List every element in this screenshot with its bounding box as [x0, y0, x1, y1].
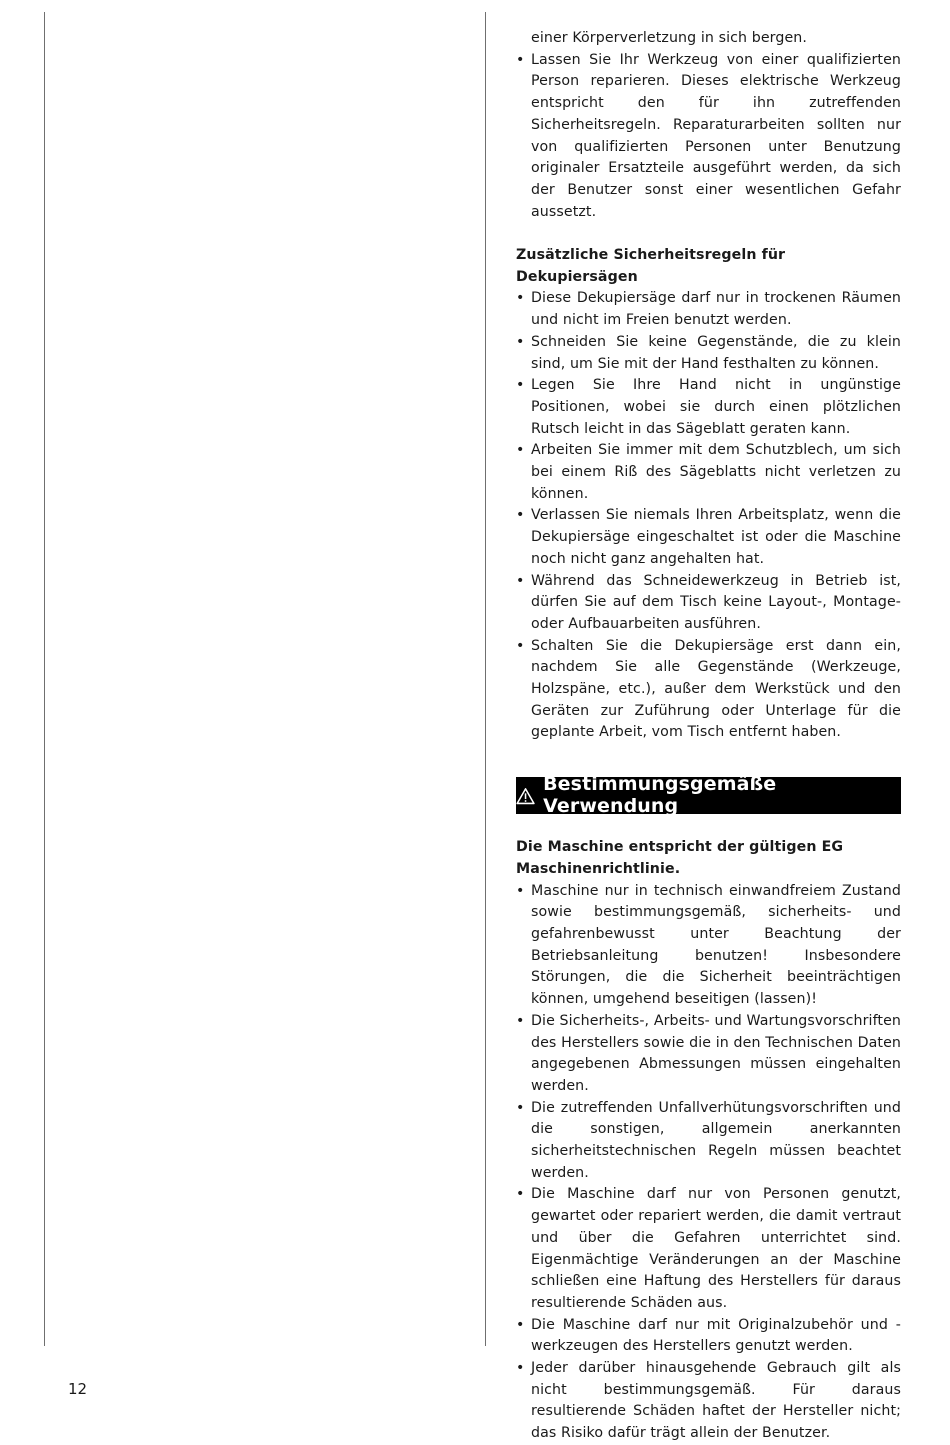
intro-continuation: einer Körperverletzung in sich bergen.: [531, 30, 807, 46]
spacer: [516, 814, 901, 837]
list-item: • Jeder darüber hinausgehende Gebrauch gilt als nicht bestimmungsgemäß. Für daraus resultierende Schäden haftet der Hersteller nicht; das Risiko dafür trägt allein der Benutzer.: [516, 1358, 901, 1445]
page-number: 12: [68, 1380, 88, 1398]
list-item: • Die Sicherheits-, Arbeits- und Wartungsvorschriften des Herstellers sowie die in den Technischen Daten angegebenen Abmessungen müssen eingehalten werden.: [516, 1011, 901, 1098]
warning-triangle-icon: [516, 787, 535, 805]
text-column: [516, 28, 901, 1445]
spacer: [516, 223, 901, 245]
general-bullet-list: [516, 50, 901, 224]
list-item: • Schalten Sie die Dekupiersäge erst dann ein, nachdem Sie alle Gegenstände (Werkzeuge, Holzspäne, etc.), außer dem Werkstück und den Geräten zur Zuführung oder Unterlage für die geplante Arbeit, vom Tisch entfernt haben.: [516, 636, 901, 745]
list-item: • Arbeiten Sie immer mit dem Schutzblech, um sich bei einem Riß des Sägeblatts nicht verletzen zu können.: [516, 440, 901, 505]
column-divider-rule: [485, 12, 486, 1346]
list-item: • Die Maschine darf nur mit Originalzubehör und -werkzeugen des Herstellers genutzt werden.: [516, 1315, 901, 1358]
intended-use-list: [516, 881, 901, 1445]
list-item: • Schneiden Sie keine Gegenstände, die zu klein sind, um Sie mit der Hand festhalten zu können.: [516, 332, 901, 375]
list-item: • Verlassen Sie niemals Ihren Arbeitsplatz, wenn die Dekupiersäge eingeschaltet ist oder die Maschine noch nicht ganz angehalten hat.: [516, 505, 901, 570]
section-heading-additional-rules: Zusätzliche Sicherheitsregeln für Dekupiersägen: [516, 247, 786, 285]
intended-use-lead: Die Maschine entspricht der gültigen EG Maschinenrichtlinie.: [516, 839, 844, 877]
additional-rules-list: [516, 288, 901, 744]
section-banner-intended-use: [516, 772, 901, 817]
list-item: • Legen Sie Ihre Hand nicht in ungünstige Positionen, wobei sie durch einen plötzlichen Rutsch leicht in das Sägeblatt geraten kann.: [516, 375, 901, 440]
list-item: • Die Maschine darf nur von Personen genutzt, gewartet oder repariert werden, die damit vertraut und über die Gefahren unterrichtet sind. Eigenmächtige Veränderungen an der Maschine schließen eine Haftung des Herstellers für daraus resultierende Schäden aus.: [516, 1184, 901, 1314]
list-item: • Die zutreffenden Unfallverhütungsvorschriften und die sonstigen, allgemein anerkannten sicherheitstechnischen Regeln müssen beachtet werden.: [516, 1098, 901, 1185]
list-item: • Während das Schneidewerkzeug in Betrieb ist, dürfen Sie auf dem Tisch keine Layout-, Montage- oder Aufbauarbeiten ausführen.: [516, 571, 901, 636]
left-margin-rule: [44, 12, 45, 1346]
list-item: • Maschine nur in technisch einwandfreiem Zustand sowie bestimmungsgemäß, sicherheits- und gefahrenbewusst unter Beachtung der Betriebsanleitung benutzen! Insbesondere Störungen, die die Sicherheit beeinträchtigen können, umgehend beseitigen (lassen)!: [516, 881, 901, 1011]
list-item: • Lassen Sie Ihr Werkzeug von einer qualifizierten Person reparieren. Dieses elektrische Werkzeug entspricht den für ihn zutreffenden Sicherheitsregeln. Reparaturarbeiten sollten nur von qualifizierten Personen unter Benutzung originaler Ersatzteile ausgeführt werden, da sich der Benutzer sonst einer wesentlichen Gefahr aussetzt.: [516, 50, 901, 224]
list-item: • Diese Dekupiersäge darf nur in trockenen Räumen und nicht im Freien benutzt werden.: [516, 288, 901, 331]
banner-title: Bestimmungsgemäße Verwendung: [543, 772, 777, 817]
